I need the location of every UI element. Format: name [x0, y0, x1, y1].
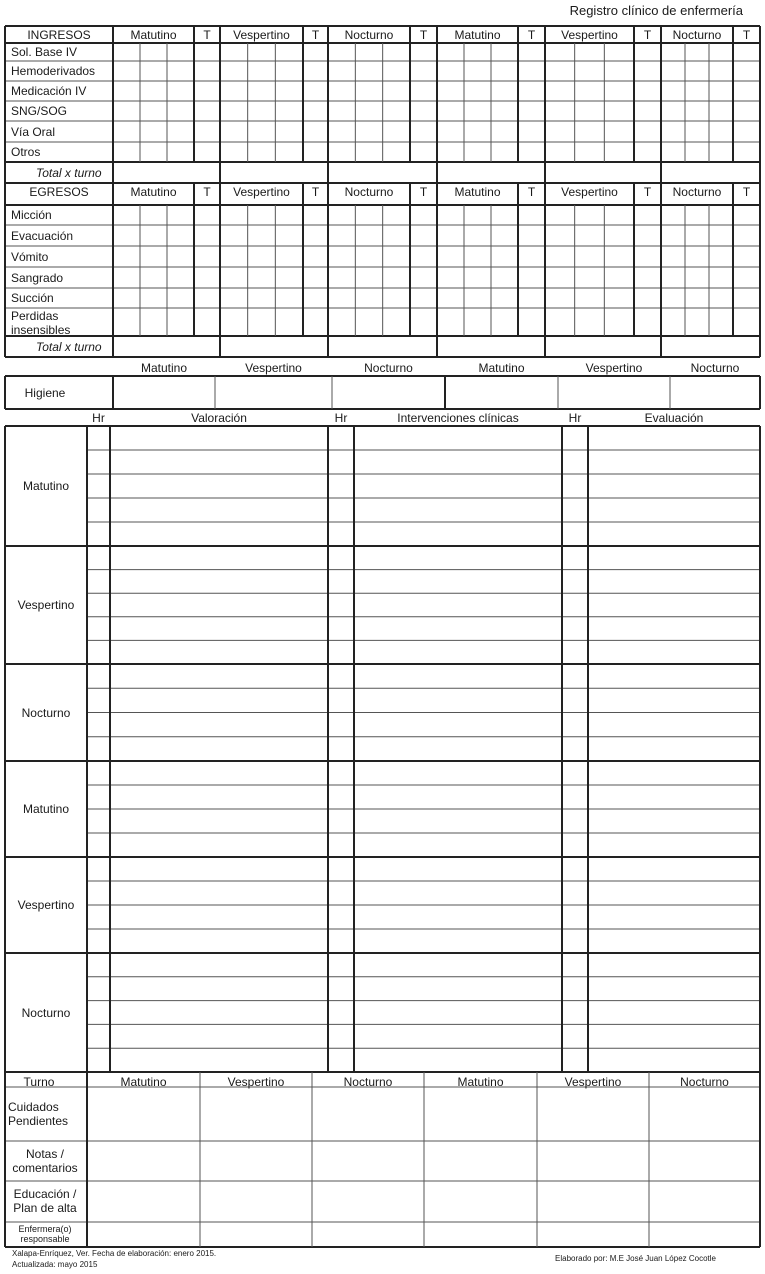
bottom-shift-3: Matutino: [457, 1075, 504, 1089]
ingresos-shift-4: Vespertino: [561, 28, 618, 42]
bottom-row-label-1: Notas / comentarios: [12, 1146, 78, 1175]
bottom-shift-1: Vespertino: [227, 1075, 285, 1089]
bottom-shift-5: Nocturno: [680, 1075, 729, 1089]
ingresos-row-2: Medicación IV: [11, 84, 87, 98]
egresos-total-col-4: T: [643, 185, 652, 199]
egresos-total-col-0: T: [203, 185, 211, 199]
egresos-total-col-5: T: [742, 185, 751, 199]
clinical-shift-1: Vespertino: [17, 598, 75, 612]
egresos-total-col-2: T: [419, 185, 428, 199]
ingresos-total-col-4: T: [643, 28, 652, 42]
ingresos-row-1: Hemoderivados: [11, 64, 96, 78]
ingresos-row-4: Vía Oral: [11, 124, 56, 139]
clinical-hr-3: Hr: [568, 411, 582, 425]
egresos-shift-0: Matutino: [130, 185, 177, 199]
ingresos-row-5: Otros: [11, 145, 41, 159]
clinical-intervenciones: Intervenciones clínicas: [397, 411, 519, 425]
bottom-shift-0: Matutino: [120, 1075, 167, 1089]
ingresos-total-col-2: T: [419, 28, 428, 42]
higiene-shift-3: Matutino: [478, 361, 525, 375]
bottom-shift-2: Nocturno: [343, 1075, 393, 1089]
ingresos-shift-0: Matutino: [130, 28, 177, 42]
higiene-shift-0: Matutino: [140, 361, 188, 375]
clinical-shift-2: Nocturno: [21, 705, 71, 720]
clinical-shift-4: Vespertino: [17, 898, 75, 912]
clinical-shift-3: Matutino: [22, 802, 70, 816]
clinical-shift-5: Nocturno: [21, 1005, 71, 1020]
higiene-shift-5: Nocturno: [690, 361, 740, 375]
ingresos-shift-5: Nocturno: [672, 28, 722, 42]
bottom-row-label-3: Enfermera(o) responsable: [18, 1223, 72, 1245]
bottom-turno: Turno: [23, 1075, 55, 1089]
ingresos-row-0: Sol. Base IV: [11, 45, 78, 59]
ingresos-row-3: SNG/SOG: [11, 104, 68, 118]
egresos-total-col-3: T: [527, 185, 536, 199]
ingresos-total-col-3: T: [527, 28, 536, 42]
clinical-hr-1: Hr: [92, 411, 105, 425]
ingresos-total-col-5: T: [742, 28, 751, 42]
footer-date: Xalapa-Enríquez, Ver. Fecha de elaboración: enero 2015.: [12, 1249, 217, 1258]
ingresos-shift-3: Matutino: [454, 28, 501, 42]
egresos-shift-3: Matutino: [454, 185, 501, 199]
higiene-shift-1: Vespertino: [245, 361, 302, 375]
clinical-valoracion: Valoración: [191, 411, 247, 425]
egresos-shift-1: Vespertino: [233, 185, 290, 199]
egresos-row-1: Evacuación: [11, 228, 74, 243]
ingresos-shift-2: Nocturno: [344, 28, 394, 42]
egresos-row-5: Perdidas insensibles: [11, 309, 71, 337]
clinical-evaluacion: Evaluación: [644, 411, 704, 425]
egresos-shift-2: Nocturno: [344, 185, 394, 199]
form-title: Registro clínico de enfermería: [569, 3, 743, 18]
ingresos-total-col-0: T: [203, 28, 211, 42]
bottom-row-label-2: Educación / Plan de alta: [13, 1187, 77, 1216]
egresos-row-0: Micción: [11, 208, 52, 222]
footer-author: Elaborado por: M.E José Juan López Cocotle: [555, 1254, 716, 1263]
egresos-shift-4: Vespertino: [561, 185, 618, 199]
egresos-row-2: Vómito: [11, 249, 49, 264]
egresos-total-col-1: T: [311, 185, 320, 199]
egresos-shift-5: Nocturno: [672, 185, 722, 199]
egresos-row-3: Sangrado: [11, 270, 64, 285]
bottom-row-label-0: Cuidados Pendientes: [8, 1099, 69, 1128]
egresos-total-label: Total x turno: [36, 339, 102, 354]
ingresos-shift-1: Vespertino: [233, 28, 290, 42]
egresos-title: EGRESOS: [29, 185, 89, 199]
clinical-hr-2: Hr: [334, 411, 348, 425]
ingresos-total-col-1: T: [311, 28, 320, 42]
ingresos-title: INGRESOS: [27, 28, 91, 42]
footer-updated: Actualizada: mayo 2015: [12, 1260, 98, 1269]
egresos-row-4: Succión: [11, 291, 54, 305]
higiene-shift-2: Nocturno: [364, 361, 413, 375]
ingresos-total-label: Total x turno: [36, 165, 102, 180]
clinical-shift-0: Matutino: [22, 479, 70, 493]
bottom-shift-4: Vespertino: [564, 1075, 622, 1089]
higiene-label: Higiene: [24, 386, 66, 400]
higiene-shift-4: Vespertino: [585, 361, 643, 375]
